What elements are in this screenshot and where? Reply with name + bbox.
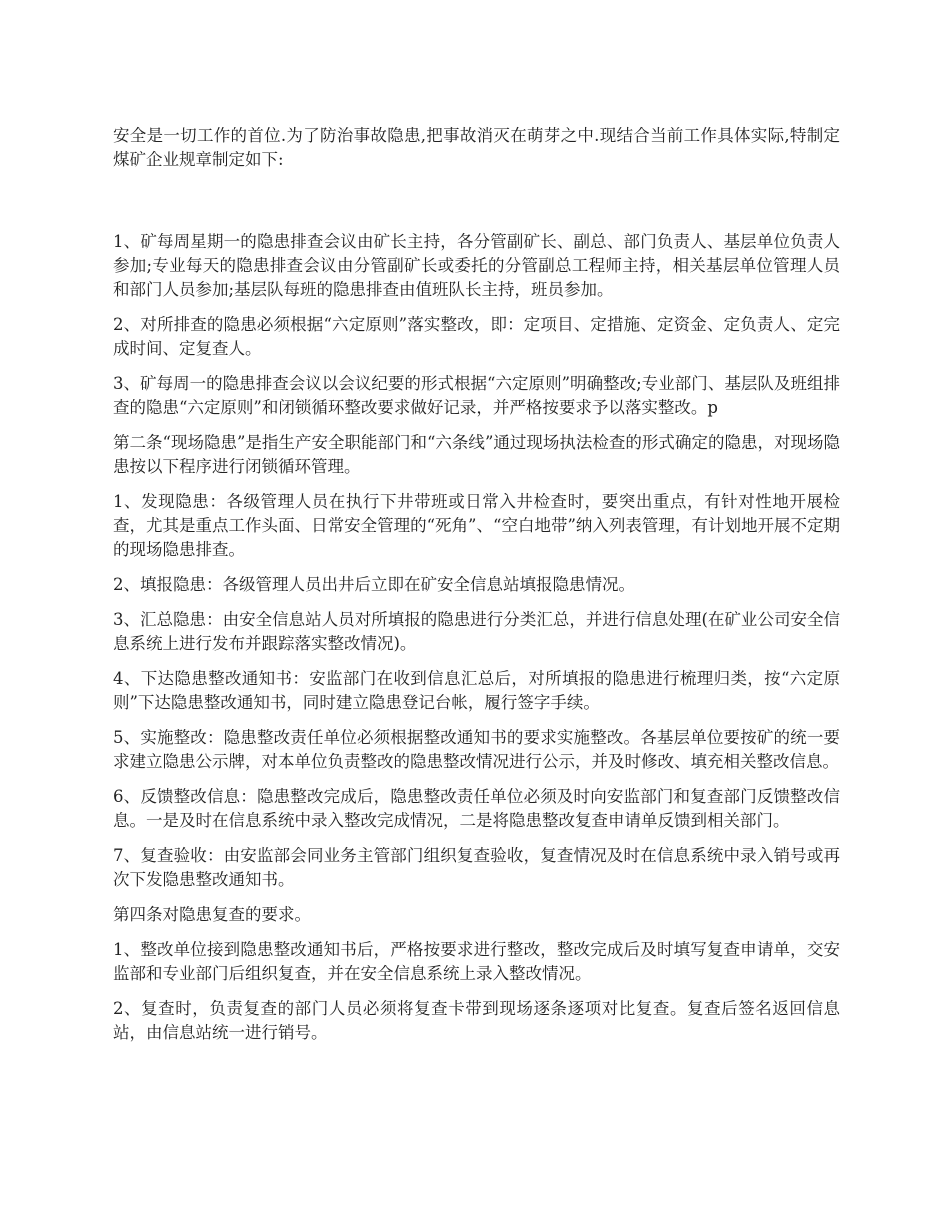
paragraph-discover: 1、发现隐患：各级管理人员在执行下井带班或日常入井检查时，要突出重点，有针对性地开展检查，尤其是重点工作头面、日常安全管理的“死角”、“空白地带”纳入列表管理，有计划地开展不定期的现场隐患排查。 [113, 492, 840, 559]
article-4-heading: 第四条对隐患复查的要求。 [113, 905, 311, 924]
document-body [113, 124, 840, 1056]
paragraph-rectify: 1、整改单位接到隐患整改通知书后，严格按要求进行整改，整改完成后及时填写复查申请单，交安监部和专业部门后组织复查，并在安全信息系统上录入整改情况。 [113, 940, 840, 983]
intro-paragraph: 安全是一切工作的首位.为了防治事故隐患,把事故消灭在萌芽之中.现结合当前工作具体实际,特制定煤矿企业规章制定如下: [113, 126, 840, 169]
paragraph-3: 3、矿每周一的隐患排查会议以会议纪要的形式根据“六定原则”明确整改;专业部门、基层队及班组排查的隐患“六定原则”和闭锁循环整改要求做好记录，并严格按要求予以落实整改。p [113, 374, 840, 417]
paragraph-notice: 4、下达隐患整改通知书：安监部门在收到信息汇总后，对所填报的隐患进行梳理归类，按“六定原则”下达隐患整改通知书，同时建立隐患登记台帐，履行签字手续。 [113, 669, 840, 712]
paragraph-review: 7、复查验收：由安监部会同业务主管部门组织复查验收，复查情况及时在信息系统中录入销号或再次下发隐患整改通知书。 [113, 846, 840, 889]
paragraph-feedback: 6、反馈整改信息：隐患整改完成后，隐患整改责任单位必须及时向安监部门和复查部门反馈整改信息。一是及时在信息系统中录入整改完成情况，二是将隐患整改复查申请单反馈到相关部门。 [113, 787, 840, 830]
paragraph-report: 2、填报隐患：各级管理人员出井后立即在矿安全信息站填报隐患情况。 [113, 575, 635, 594]
paragraph-implement: 5、实施整改：隐患整改责任单位必须根据整改通知书的要求实施整改。各基层单位要按矿的统一要求建立隐患公示牌，对本单位负责整改的隐患整改情况进行公示，并及时修改、填充相关整改信息。 [113, 728, 840, 771]
paragraph-summary: 3、汇总隐患：由安全信息站人员对所填报的隐患进行分类汇总，并进行信息处理(在矿业公司安全信息系统上进行发布并跟踪落实整改情况)。 [113, 610, 840, 653]
paragraph-2: 2、对所排查的隐患必须根据“六定原则”落实整改，即：定项目、定措施、定资金、定负责人、定完成时间、定复查人。 [113, 315, 840, 358]
paragraph-recheck: 2、复查时，负责复查的部门人员必须将复查卡带到现场逐条逐项对比复查。复查后签名返回信息站，由信息站统一进行销号。 [113, 999, 840, 1042]
article-2-heading: 第二条“现场隐患”是指生产安全职能部门和“六条线”通过现场执法检查的形式确定的隐患，对现场隐患按以下程序进行闭锁循环管理。 [113, 433, 840, 476]
paragraph-1: 1、矿每周星期一的隐患排查会议由矿长主持，各分管副矿长、副总、部门负责人、基层单位负责人参加;专业每天的隐患排查会议由分管副矿长或委托的分管副总工程师主持，相关基层单位管理人员和部门人员参加;基层队每班的隐患排查由值班队长主持，班员参加。 [113, 232, 840, 299]
